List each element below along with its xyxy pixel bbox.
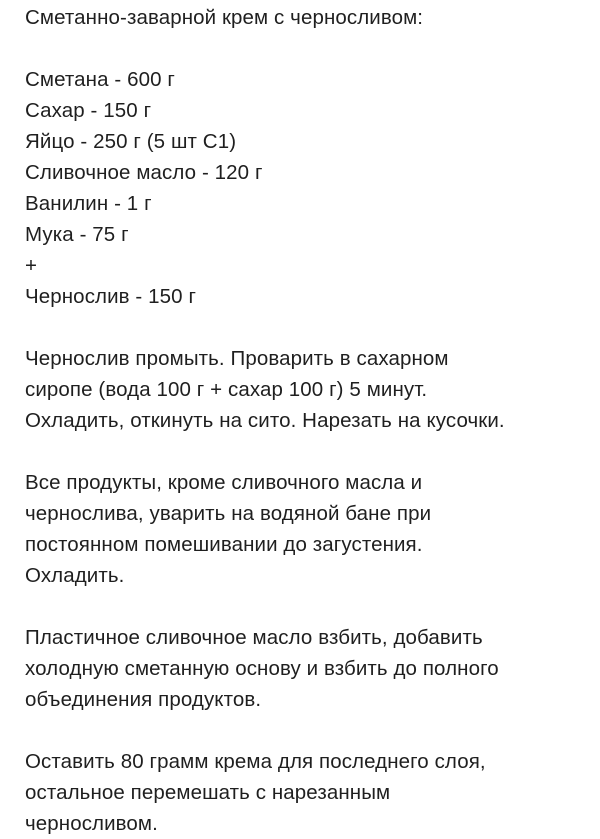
step-line: Охладить, откинуть на сито. Нарезать на кусочки. [25, 409, 505, 432]
step-line: Оставить 80 грамм крема для последнего слоя, [25, 750, 486, 773]
spacer [25, 591, 590, 622]
step-paragraph-3 [25, 622, 590, 715]
step-line: Пластичное сливочное масло взбить, добавить [25, 626, 483, 649]
step-line: чернослива, уварить на водяной бане при [25, 502, 432, 525]
ingredient-line: Чернослив - 150 г [25, 285, 197, 308]
step-line: постоянном помешивании до загустения. [25, 533, 423, 556]
step-paragraph-1 [25, 343, 590, 436]
ingredient-line: Сливочное масло - 120 г [25, 161, 263, 184]
spacer [25, 715, 590, 746]
ingredient-line: Яйцо - 250 г (5 шт С1) [25, 130, 237, 153]
recipe-title: Сметанно-заварной крем с черносливом: [25, 6, 424, 29]
spacer [25, 33, 590, 64]
ingredient-line: + [25, 254, 38, 277]
ingredient-line: Сахар - 150 г [25, 99, 152, 122]
step-paragraph-4 [25, 746, 590, 839]
spacer [25, 436, 590, 467]
ingredient-line: Сметана - 600 г [25, 68, 175, 91]
recipe-document [25, 2, 590, 839]
spacer [25, 312, 590, 343]
step-line: холодную сметанную основу и взбить до полного [25, 657, 499, 680]
ingredients-list [25, 64, 590, 312]
step-line: Чернослив промыть. Проварить в сахарном [25, 347, 449, 370]
step-line: сиропе (вода 100 г + сахар 100 г) 5 минут. [25, 378, 428, 401]
step-line: объединения продуктов. [25, 688, 262, 711]
step-line: Все продукты, кроме сливочного масла и [25, 471, 423, 494]
step-line: Охладить. [25, 564, 125, 587]
step-line: черносливом. [25, 812, 158, 835]
ingredient-line: Ванилин - 1 г [25, 192, 152, 215]
step-line: остальное перемешать с нарезанным [25, 781, 391, 804]
step-paragraph-2 [25, 467, 590, 591]
ingredient-line: Мука - 75 г [25, 223, 129, 246]
